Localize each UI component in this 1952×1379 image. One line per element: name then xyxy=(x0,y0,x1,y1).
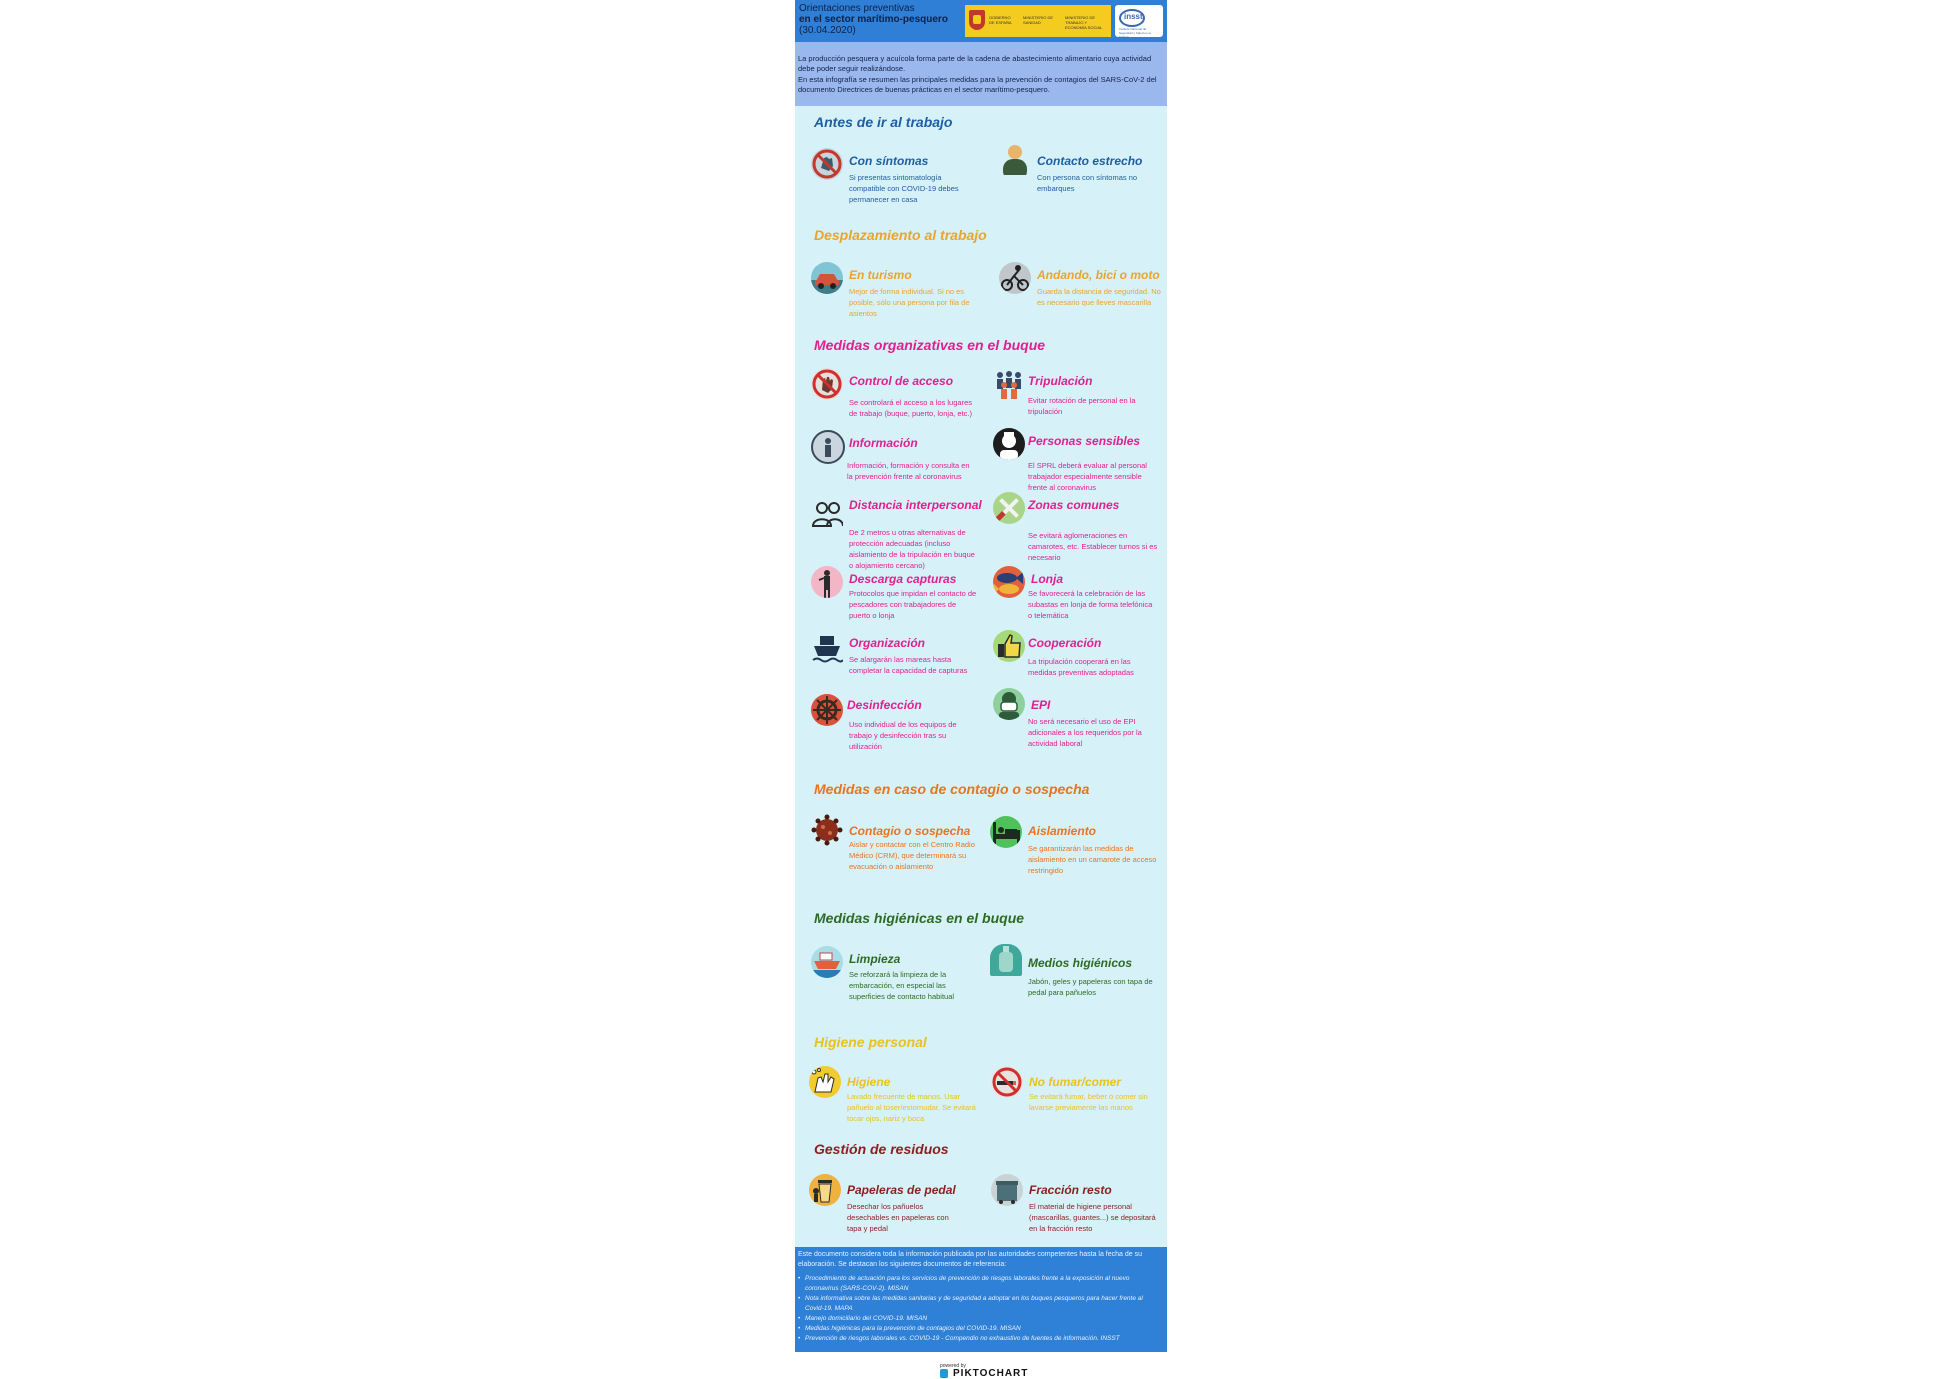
mask-icon xyxy=(993,688,1025,720)
item-desc: Mejor de forma individual. Si no es posible, sólo una persona por fila de asientos xyxy=(849,287,970,318)
item-title: Tripulación xyxy=(1028,374,1093,388)
item-desc: Protocolos que impidan el contacto de pescadores con trabajadores de puerto o lonja xyxy=(849,589,977,620)
sanidad-label: MINISTERIO DE SANIDAD xyxy=(1023,15,1054,25)
item-desc: Se alargarán las mareas hasta completar la capacidad de capturas xyxy=(849,655,968,675)
container-icon xyxy=(991,1174,1023,1206)
section-title-contagio: Medidas en caso de contagio o sospecha xyxy=(814,781,1090,797)
item-desc: Jabón, geles y papeleras con tapa de pedal para pañuelos xyxy=(1028,977,1153,997)
item-title: Higiene xyxy=(847,1075,891,1089)
section-title-organizativas: Medidas organizativas en el buque xyxy=(814,337,1046,353)
item-desc: Desechar los pañuelos desechables en papeleras con tapa y pedal xyxy=(847,1202,949,1233)
infographic-poster xyxy=(795,0,1167,1352)
item-title: Medios higiénicos xyxy=(1028,956,1133,970)
section-title-residuos: Gestión de residuos xyxy=(814,1141,949,1157)
insst-subtitle: Instituto Nacional de Seguridad y Salud en el Trabajo xyxy=(1119,27,1151,39)
item-desc: Se garantizarán las medidas de aislamiento en un camarote de acceso restringido xyxy=(1028,844,1157,875)
item-desc: Información, formación y consulta en la prevención frente al coronavirus xyxy=(847,461,970,481)
item-desc: Aislar y contactar con el Centro Radio Médico (CRM), que determinará su evacuación o aislamiento xyxy=(849,840,975,871)
intro-paragraph-2: En esta infografía se resumen las principales medidas para la prevención de contagios del SARS-CoV-2 del documento Directrices de buenas prácticas en el sector marítimo-pesquero. xyxy=(798,75,1157,94)
wash-hands-icon xyxy=(809,1066,841,1098)
references-footer xyxy=(795,1247,1167,1352)
item-title: Personas sensibles xyxy=(1028,434,1141,448)
title-line-2: en el sector marítimo-pesquero xyxy=(799,14,948,25)
reference-item: • Manejo domiciliario del COVID-19. MISAN xyxy=(805,1314,1161,1324)
car-icon xyxy=(811,262,843,294)
item-title: Descarga capturas xyxy=(849,572,957,586)
item-title: Limpieza xyxy=(849,952,901,966)
item-title: Fracción resto xyxy=(1029,1183,1112,1197)
boat-icon xyxy=(811,946,843,978)
footer-intro: Este documento considera toda la información publicada por las autoridades competentes hasta la fecha de su elaboración. Se destacan los siguientes documentos de referencia: xyxy=(798,1251,1142,1268)
item-desc: Guarda la distancia de seguridad. No es necesario que lleves mascarilla xyxy=(1037,287,1161,307)
piktochart-brand[interactable]: PIKTOCHART xyxy=(953,1368,1029,1379)
item-title: Cooperación xyxy=(1028,636,1102,650)
intro-paragraph-1: La producción pesquera y acuícola forma parte de la cadena de abastecimiento alimentario cuya actividad debe poder seguir realizándose. xyxy=(798,54,1152,73)
ship-icon xyxy=(811,632,843,664)
thumbs-up-icon xyxy=(993,630,1025,662)
reference-item: • Procedimiento de actuación para los servicios de prevención de riesgos laborales frente a la exposición al nuevo coronavirus (SARS-COV-2). MISAN xyxy=(805,1274,1161,1294)
soap-icon xyxy=(990,944,1022,976)
bike-icon xyxy=(999,262,1031,294)
reference-item: • Prevención de riesgos laborales vs. COVID-19 - Compendio no exhaustivo de fuentes de información. INSST xyxy=(805,1334,1161,1344)
insst-name: insst xyxy=(1124,12,1143,21)
item-desc: Uso individual de los equipos de trabajo y desinfección tras su utilización xyxy=(849,720,957,751)
fisher-icon xyxy=(811,566,843,598)
piktochart-logo-icon xyxy=(940,1369,948,1378)
virus-icon xyxy=(811,814,843,846)
people-icon xyxy=(811,498,843,530)
section-title-higienicas: Medidas higiénicas en el buque xyxy=(814,910,1025,926)
section-title-desplazamiento: Desplazamiento al trabajo xyxy=(814,227,987,243)
powered-by-label: powered by xyxy=(940,1363,966,1369)
header-bar xyxy=(795,0,1167,42)
item-desc: Evitar rotación de personal en la tripulación xyxy=(1028,396,1136,416)
tools-icon xyxy=(993,492,1025,524)
trabajo-label: MINISTERIO DE TRABAJO Y ECONOMÍA SOCIAL xyxy=(1065,15,1103,30)
item-title: En turismo xyxy=(849,268,912,282)
government-logo xyxy=(965,5,1111,37)
item-title: Información xyxy=(849,436,918,450)
item-title: Aislamiento xyxy=(1028,824,1097,838)
section-title-personal: Higiene personal xyxy=(814,1034,927,1050)
item-title: No fumar/comer xyxy=(1029,1075,1122,1089)
item-title: EPI xyxy=(1031,698,1051,712)
item-title: Organización xyxy=(849,636,926,650)
no-hand-icon xyxy=(811,148,843,180)
item-desc: Se evitará fumar, beber o comer sin lavarse previamente las manos xyxy=(1029,1092,1148,1112)
item-desc: Con persona con síntomas no embarques xyxy=(1037,173,1138,193)
item-title: Zonas comunes xyxy=(1028,498,1120,512)
item-title: Desinfección xyxy=(847,698,922,712)
item-title: Distancia interpersonal xyxy=(849,498,982,512)
item-desc: La tripulación cooperará en las medidas preventivas adoptadas xyxy=(1028,657,1134,677)
stop-hand-icon xyxy=(811,368,843,400)
wheel-icon xyxy=(811,694,843,726)
item-title: Contacto estrecho xyxy=(1037,154,1143,168)
item-desc: Lavado frecuente de manos. Usar pañuelo al toser/estornudar. Se evitará tocar ojos, nariz y boca xyxy=(847,1092,976,1123)
no-smoking-icon xyxy=(991,1066,1023,1098)
nurse-icon xyxy=(993,428,1025,460)
reference-item: • Nota informativa sobre las medidas sanitarias y de seguridad a adoptar en los buques pesqueros para hacer frente al Covid-19. MAPA xyxy=(805,1294,1161,1314)
item-title: Contagio o sospecha xyxy=(849,824,971,838)
item-desc: El material de higiene personal (mascarillas, guantes...) se depositará en la fracción resto xyxy=(1029,1202,1156,1233)
coat-of-arms-icon xyxy=(969,10,985,30)
item-title: Andando, bici o moto xyxy=(1037,268,1160,282)
item-title: Control de acceso xyxy=(849,374,954,388)
info-icon xyxy=(811,430,845,464)
item-desc: No será necesario el uso de EPI adicionales a los requeridos por la actividad laboral xyxy=(1028,717,1142,748)
title-line-1: Orientaciones preventivas xyxy=(799,3,915,14)
gov-label: GOBIERNO DE ESPAÑA xyxy=(989,15,1012,25)
references-list xyxy=(795,1274,1161,1344)
intro-box xyxy=(795,42,1167,106)
crew-icon xyxy=(993,368,1025,400)
item-title: Lonja xyxy=(1031,572,1063,586)
title-line-3: (30.04.2020) xyxy=(799,25,856,36)
bin-icon xyxy=(809,1174,841,1206)
reference-item: • Medidas higiénicas para la prevención de contagios del COVID-19. MISAN xyxy=(805,1324,1161,1334)
item-title: Papeleras de pedal xyxy=(847,1183,956,1197)
item-title: Con síntomas xyxy=(849,154,929,168)
item-desc: Se favorecerá la celebración de las subastas en lonja de forma telefónica o telemática xyxy=(1028,589,1153,620)
item-desc: Se reforzará la limpieza de la embarcación, en especial las superficies de contacto habitual xyxy=(849,970,955,1001)
item-desc: El SPRL deberá evaluar al personal trabajador especialmente sensible frente al coronavirus xyxy=(1028,461,1147,492)
item-desc: Si presentas sintomatología compatible con COVID-19 debes permanecer en casa xyxy=(849,173,959,204)
item-desc: Se evitará aglomeraciones en camarotes, etc. Establecer turnos si es necesario xyxy=(1028,531,1158,562)
fish-icon xyxy=(993,566,1025,598)
person-icon xyxy=(999,143,1031,175)
item-desc: De 2 metros u otras alternativas de protección adecuadas (incluso aislamiento de la tripulación en buque o alojamiento cercano) xyxy=(849,528,975,570)
bed-icon xyxy=(990,816,1022,848)
item-desc: Se controlará el acceso a los lugares de trabajo (buque, puerto, lonja, etc.) xyxy=(849,398,972,418)
section-title-antes: Antes de ir al trabajo xyxy=(814,114,953,130)
insst-logo xyxy=(1115,5,1163,37)
